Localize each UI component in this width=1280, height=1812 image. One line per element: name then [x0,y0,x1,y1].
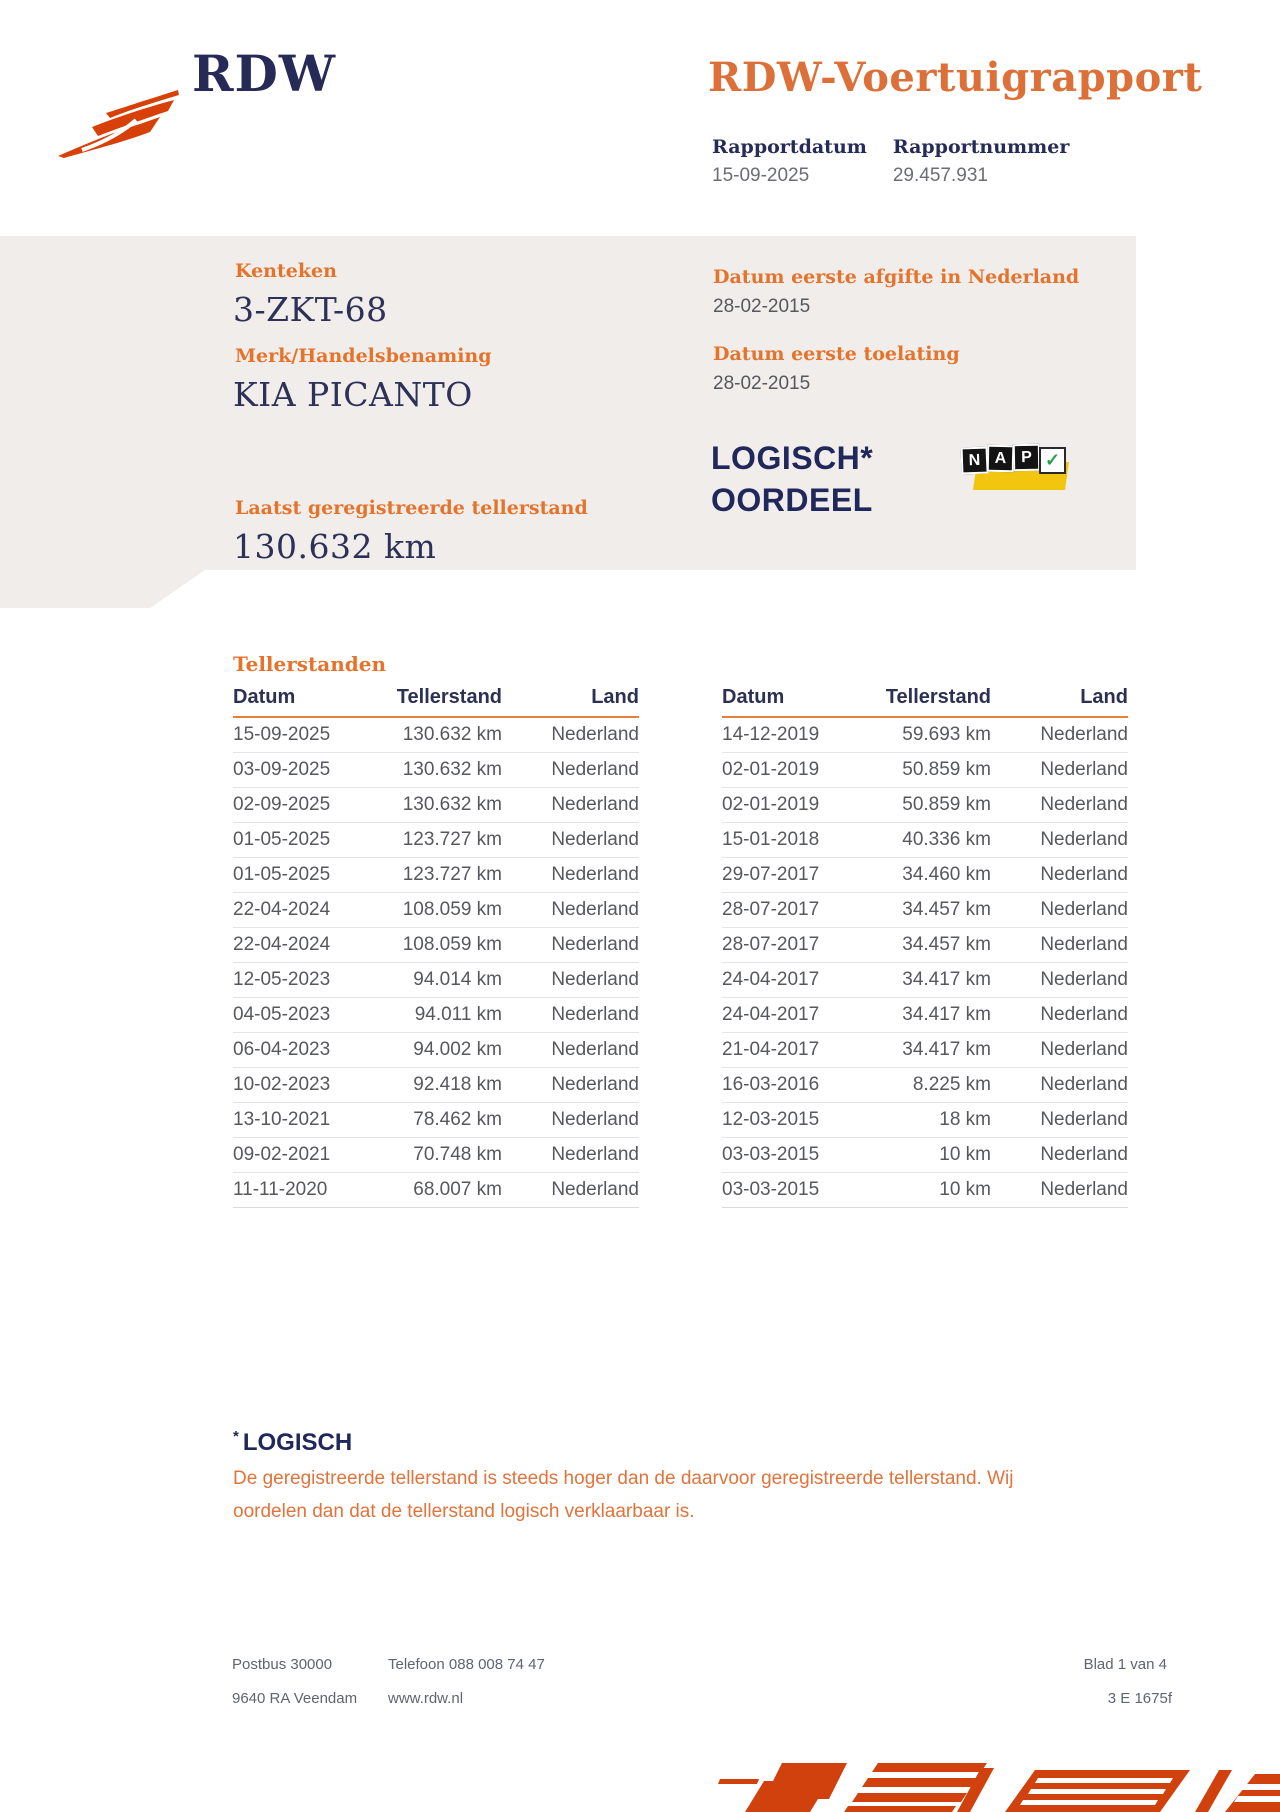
row-date: 22-04-2024 [233,934,331,955]
oordeel-line2: OORDEEL [711,482,873,518]
row-date: 10-02-2023 [233,1074,331,1095]
row-date: 14-12-2019 [722,724,820,745]
table-row [233,822,639,857]
table-row [722,927,1128,962]
table-row [233,962,639,997]
merk-label: Merk/Handelsbenaming [235,345,492,367]
row-date: 22-04-2024 [233,899,331,920]
table-row [233,1067,639,1102]
merk-value: KIA PICANTO [233,375,473,414]
table-row [722,718,1128,752]
explanation-title [233,1428,352,1457]
row-country: Nederland [551,1004,639,1025]
row-date: 15-01-2018 [722,829,820,850]
explanation-title-text: LOGISCH [242,1429,353,1456]
table-row [722,1137,1128,1172]
row-date: 06-04-2023 [233,1039,331,1060]
row-date: 12-05-2023 [233,969,331,990]
row-odometer: 130.632 km [402,724,502,745]
afgifte-value: 28-02-2015 [713,296,811,317]
row-odometer: 130.632 km [402,759,502,780]
row-country: Nederland [551,1039,639,1060]
table-row [233,892,639,927]
row-country: Nederland [1040,829,1128,850]
row-date: 03-03-2015 [722,1144,820,1165]
odometer-table-left [233,686,639,1208]
row-odometer: 18 km [939,1109,991,1130]
row-odometer: 94.002 km [413,1039,502,1060]
row-country: Nederland [1040,759,1128,780]
odometer-table-body-right [722,718,1128,1208]
nap-tile-a [987,445,1014,472]
row-odometer: 50.859 km [902,794,991,815]
row-country: Nederland [1040,1144,1128,1165]
row-date: 28-07-2017 [722,899,820,920]
footer-doc-code: 3 E 1675f [1107,1690,1172,1707]
footer-website: www.rdw.nl [388,1690,464,1707]
row-country: Nederland [551,724,639,745]
row-odometer: 34.457 km [902,899,991,920]
nap-tile-n [961,447,989,475]
oordeel-line1: LOGISCH* [711,440,874,476]
row-country: Nederland [1040,1039,1128,1060]
row-odometer: 78.462 km [413,1109,502,1130]
report-title: RDW-Voertuigrapport [708,54,1203,101]
report-number-value: 29.457.931 [892,165,988,186]
row-date: 01-05-2025 [233,864,331,885]
afgifte-label: Datum eerste afgifte in Nederland [713,266,1080,288]
table-row [233,1102,639,1137]
explanation-text: De geregistreerde tellerstand is steeds hoger dan de daarvoor geregistreerde tellerstand. Wij oordelen dan dat de tellerstand logisch verklaarbaar is. [233,1468,1014,1522]
nap-letter-p: P [1021,448,1032,467]
report-date-value: 15-09-2025 [712,165,810,186]
row-date: 24-04-2017 [722,1004,820,1025]
explanation-asterisk: * [233,1428,239,1445]
footer-city: 9640 RA Veendam [232,1690,358,1707]
row-country: Nederland [1040,724,1128,745]
row-odometer: 34.417 km [902,1004,991,1025]
row-country: Nederland [1040,899,1128,920]
column-header-tellerstand: Tellerstand [396,686,502,708]
row-date: 02-09-2025 [233,794,331,815]
row-country: Nederland [551,1074,639,1095]
row-odometer: 10 km [939,1144,991,1165]
oordeel-text [711,437,873,521]
table-row [233,718,639,752]
table-row [233,1032,639,1067]
row-date: 03-03-2015 [722,1179,820,1200]
row-odometer: 92.418 km [413,1074,502,1095]
row-date: 13-10-2021 [233,1109,331,1130]
nap-logo [961,444,1073,496]
row-odometer: 108.059 km [402,899,502,920]
kenteken-label: Kenteken [235,260,337,282]
row-date: 24-04-2017 [722,969,820,990]
column-header-datum: Datum [233,686,296,708]
column-header-datum: Datum [722,686,785,708]
tellerstand-value: 130.632 km [233,527,437,566]
row-odometer: 130.632 km [402,794,502,815]
report-number-label: Rapportnummer [892,136,1070,158]
row-country: Nederland [1040,794,1128,815]
row-country: Nederland [551,1144,639,1165]
toelating-label: Datum eerste toelating [713,343,960,365]
row-date: 15-09-2025 [233,724,331,745]
row-odometer: 123.727 km [402,829,502,850]
table-row [722,822,1128,857]
table-row [233,997,639,1032]
row-date: 21-04-2017 [722,1039,820,1060]
nap-check-icon: ✓ [1044,450,1061,470]
row-odometer: 70.748 km [413,1144,502,1165]
row-date: 04-05-2023 [233,1004,331,1025]
row-date: 02-01-2019 [722,794,820,815]
table-row [722,1102,1128,1137]
row-country: Nederland [551,864,639,885]
report-date-label: Rapportdatum [712,136,867,158]
row-country: Nederland [551,899,639,920]
row-date: 28-07-2017 [722,934,820,955]
row-country: Nederland [551,759,639,780]
row-country: Nederland [1040,1004,1128,1025]
row-date: 11-11-2020 [233,1179,328,1200]
row-date: 02-01-2019 [722,759,820,780]
rdw-wordmark: RDW [192,44,337,103]
row-country: Nederland [1040,969,1128,990]
row-odometer: 10 km [939,1179,991,1200]
row-odometer: 34.460 km [902,864,991,885]
kenteken-value: 3-ZKT-68 [233,290,388,329]
nap-letter-n: N [968,451,981,470]
row-country: Nederland [1040,1074,1128,1095]
column-header-land: Land [1080,686,1128,708]
rdw-wing-logo-icon [56,80,180,158]
row-odometer: 8.225 km [912,1074,991,1095]
report-meta [712,136,1069,187]
row-odometer: 59.693 km [902,724,991,745]
table-row [722,1067,1128,1102]
row-odometer: 34.417 km [902,1039,991,1060]
row-odometer: 94.011 km [414,1004,502,1025]
row-odometer: 50.859 km [902,759,991,780]
column-header-tellerstand: Tellerstand [885,686,991,708]
vehicle-summary-panel [0,236,1136,608]
table-header [233,686,639,718]
column-header-land: Land [591,686,639,708]
row-odometer: 68.007 km [413,1179,502,1200]
footer-phone: Telefoon 088 008 74 47 [388,1656,545,1673]
nap-letter-a: A [994,449,1007,468]
table-row [233,752,639,787]
tellerstand-label: Laatst geregistreerde tellerstand [235,497,588,519]
nap-tile-p [1013,444,1040,471]
row-country: Nederland [551,1109,639,1130]
odometer-table-body-left [233,718,639,1208]
row-odometer: 40.336 km [902,829,991,850]
row-date: 29-07-2017 [722,864,820,885]
row-country: Nederland [551,829,639,850]
row-odometer: 123.727 km [402,864,502,885]
row-country: Nederland [551,934,639,955]
toelating-value: 28-02-2015 [713,373,811,394]
row-country: Nederland [551,969,639,990]
row-date: 01-05-2025 [233,829,331,850]
table-row [722,892,1128,927]
row-odometer: 94.014 km [413,969,502,990]
odometer-table-right [722,686,1128,1208]
table-row [233,1137,639,1172]
row-country: Nederland [551,794,639,815]
table-row [233,787,639,822]
table-row [722,1032,1128,1067]
row-odometer: 108.059 km [402,934,502,955]
row-date: 09-02-2021 [233,1144,331,1165]
row-odometer: 34.417 km [902,969,991,990]
table-header [722,686,1128,718]
table-row [722,997,1128,1032]
nap-check-tile [1039,447,1066,474]
speed-stripes-graphic [676,1750,1280,1812]
table-row [233,1172,639,1207]
footer-page-number: Blad 1 van 4 [1083,1656,1167,1673]
row-date: 12-03-2015 [722,1109,820,1130]
row-country: Nederland [1040,934,1128,955]
table-row [722,857,1128,892]
section-title-tellerstanden: Tellerstanden [233,652,387,676]
table-row [233,857,639,892]
table-row [722,752,1128,787]
row-country: Nederland [551,1179,639,1200]
row-date: 16-03-2016 [722,1074,820,1095]
row-odometer: 34.457 km [902,934,991,955]
row-country: Nederland [1040,1179,1128,1200]
table-row [233,927,639,962]
table-row [722,787,1128,822]
row-country: Nederland [1040,1109,1128,1130]
table-row [722,1172,1128,1207]
footer-postbus: Postbus 30000 [232,1656,333,1673]
table-row [722,962,1128,997]
row-country: Nederland [1040,864,1128,885]
row-date: 03-09-2025 [233,759,331,780]
